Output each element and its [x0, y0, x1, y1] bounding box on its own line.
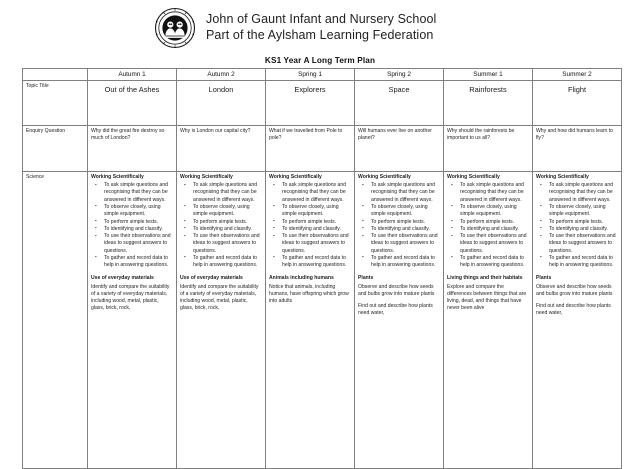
table-row-topic-title	[23, 81, 622, 126]
science-cell-summer-1	[444, 172, 533, 469]
list-item: ▪ To perform simple tests.	[460, 219, 529, 226]
row-label-science: Science	[23, 172, 88, 469]
list-item: ▪ To perform simple tests.	[282, 219, 351, 226]
list-item: ▪ To use their observations and ideas to suggest answers to questions.	[549, 233, 618, 255]
topic-title-summer-2: Flight	[533, 81, 622, 126]
table-row-science	[23, 172, 622, 469]
science-unit-paragraph: Identify and compare the suitability of a variety of everyday materials, including wood, metal, plastic, glass, brick, rock,	[91, 283, 170, 312]
long-term-plan-table	[22, 68, 622, 469]
enquiry-question-autumn-2: Why is London our capital city?	[177, 126, 266, 172]
row-label-enquiry-question: Enquiry Question	[23, 126, 88, 172]
science-unit-paragraph: Explore and compare the differences between things that are living, dead, and things that have never been alive	[447, 283, 527, 312]
list-item: ▪ To gather and record data to help in answering questions.	[282, 255, 351, 270]
topic-title-autumn-2: London	[177, 81, 266, 126]
list-item: ▪ To gather and record data to help in answering questions.	[460, 255, 529, 270]
science-unit-heading: Plants	[358, 275, 374, 282]
list-item: ▪ To perform simple tests.	[549, 219, 618, 226]
science-working-scientifically-heading: Working Scientifically	[447, 174, 500, 181]
science-working-scientifically-list	[269, 182, 351, 269]
list-item: ▪ To observe closely, using simple equipment.	[371, 204, 440, 219]
plan-title: KS1 Year A Long Term Plan	[264, 56, 376, 65]
list-item: ▪ To perform simple tests.	[193, 219, 262, 226]
science-cell-spring-2	[355, 172, 444, 469]
list-item: ▪ To identifying and classify.	[460, 226, 529, 233]
enquiry-question-summer-2: Why and how did humans learn to fly?	[533, 126, 622, 172]
science-unit-heading: Plants	[536, 275, 552, 282]
science-unit-heading: Living things and their habitats	[447, 275, 523, 282]
science-working-scientifically-heading: Working Scientifically	[91, 174, 144, 181]
term-header-autumn-1: Autumn 1	[88, 69, 177, 81]
topic-title-autumn-1: Out of the Ashes	[88, 81, 177, 126]
list-item: ▪ To perform simple tests.	[104, 219, 173, 226]
list-item: ▪ To identifying and classify.	[104, 226, 173, 233]
science-working-scientifically-list	[91, 182, 173, 269]
science-cell-spring-1	[266, 172, 355, 469]
table-row-enquiry-question	[23, 126, 622, 172]
science-unit-paragraph: Observe and describe how seeds and bulbs grow into mature plants	[358, 283, 435, 297]
science-unit-paragraph: Find out and describe how plants need water,	[536, 303, 611, 317]
list-item: ▪ To ask simple questions and recognising that they can be answered in different ways.	[549, 182, 618, 204]
science-unit-paragraph: Identify and compare the suitability of a variety of everyday materials, including wood, metal, plastic, glass, brick, rock,	[180, 283, 259, 312]
science-unit-block	[180, 275, 262, 312]
science-unit-paragraph: Find out and describe how plants need water,	[358, 303, 433, 317]
science-unit-heading: Animals including humans	[269, 275, 334, 282]
science-working-scientifically-list	[447, 182, 529, 269]
science-unit-block	[91, 275, 173, 312]
list-item: ▪ To ask simple questions and recognising that they can be answered in different ways.	[460, 182, 529, 204]
science-unit-paragraph: Notice that animals, including humans, have offspring which grow into adults	[269, 283, 349, 305]
list-item: ▪ To gather and record data to help in answering questions.	[549, 255, 618, 270]
school-crest-icon	[152, 7, 198, 49]
enquiry-question-spring-1: What if we travelled from Pole to pole?	[266, 126, 355, 172]
enquiry-question-autumn-1: Why did the great fire destroy so much of London?	[88, 126, 177, 172]
list-item: ▪ To identifying and classify.	[549, 226, 618, 233]
school-name-line-1: John of Gaunt Infant and Nursery School	[206, 12, 437, 27]
science-working-scientifically-heading: Working Scientifically	[536, 174, 589, 181]
science-working-scientifically-heading: Working Scientifically	[269, 174, 322, 181]
school-name-block	[206, 12, 436, 43]
science-cell-summer-2	[533, 172, 622, 469]
list-item: ▪ To ask simple questions and recognising that they can be answered in different ways.	[193, 182, 262, 204]
enquiry-question-summer-1: Why should the rainforests be important to us all?	[444, 126, 533, 172]
list-item: ▪ To gather and record data to help in answering questions.	[193, 255, 262, 270]
science-unit-paragraph: Observe and describe how seeds and bulbs grow into mature plants	[536, 283, 613, 297]
science-unit-heading: Use of everyday materials	[91, 275, 154, 282]
list-item: ▪ To observe closely, using simple equipment.	[282, 204, 351, 219]
science-working-scientifically-heading: Working Scientifically	[358, 174, 411, 181]
science-unit-block	[447, 275, 529, 312]
list-item: ▪ To identifying and classify.	[282, 226, 351, 233]
enquiry-question-spring-2: Will humans ever live on another planet?	[355, 126, 444, 172]
science-working-scientifically-list	[536, 182, 618, 269]
list-item: ▪ To use their observations and ideas to suggest answers to questions.	[460, 233, 529, 255]
topic-title-spring-1: Explorers	[266, 81, 355, 126]
science-cell-autumn-1	[88, 172, 177, 469]
list-item: ▪ To observe closely, using simple equipment.	[460, 204, 529, 219]
term-header-summer-2: Summer 2	[533, 69, 622, 81]
term-header-spring-1: Spring 1	[266, 69, 355, 81]
list-item: ▪ To use their observations and ideas to suggest answers to questions.	[193, 233, 262, 255]
topic-title-spring-2: Space	[355, 81, 444, 126]
school-masthead	[0, 0, 640, 48]
table-header-row	[23, 69, 622, 81]
list-item: ▪ To perform simple tests.	[371, 219, 440, 226]
list-item: ▪ To identifying and classify.	[371, 226, 440, 233]
science-unit-heading: Use of everyday materials	[180, 275, 243, 282]
list-item: ▪ To ask simple questions and recognising that they can be answered in different ways.	[104, 182, 173, 204]
science-working-scientifically-list	[180, 182, 262, 269]
list-item: ▪ To use their observations and ideas to suggest answers to questions.	[282, 233, 351, 255]
science-cell-autumn-2	[177, 172, 266, 469]
list-item: ▪ To observe closely, using simple equipment.	[104, 204, 173, 219]
list-item: ▪ To ask simple questions and recognising that they can be answered in different ways.	[371, 182, 440, 204]
list-item: ▪ To ask simple questions and recognising that they can be answered in different ways.	[282, 182, 351, 204]
term-header-spring-2: Spring 2	[355, 69, 444, 81]
list-item: ▪ To identifying and classify.	[193, 226, 262, 233]
list-item: ▪ To gather and record data to help in answering questions.	[371, 255, 440, 270]
list-item: ▪ To observe closely, using simple equipment.	[549, 204, 618, 219]
list-item: ▪ To gather and record data to help in answering questions.	[104, 255, 173, 270]
science-working-scientifically-list	[358, 182, 440, 269]
science-working-scientifically-heading: Working Scientifically	[180, 174, 233, 181]
list-item: ▪ To observe closely, using simple equipment.	[193, 204, 262, 219]
term-header-autumn-2: Autumn 2	[177, 69, 266, 81]
term-header-summer-1: Summer 1	[444, 69, 533, 81]
science-unit-block	[269, 275, 351, 305]
school-name-line-2: Part of the Aylsham Learning Federation	[206, 27, 434, 42]
topic-title-summer-1: Rainforests	[444, 81, 533, 126]
science-unit-block	[536, 275, 618, 317]
list-item: ▪ To use their observations and ideas to suggest answers to questions.	[371, 233, 440, 255]
list-item: ▪ To use their observations and ideas to suggest answers to questions.	[104, 233, 173, 255]
science-unit-block	[358, 275, 440, 317]
row-label-topic-title: Topic Title	[23, 81, 88, 126]
corner-cell	[23, 69, 88, 81]
